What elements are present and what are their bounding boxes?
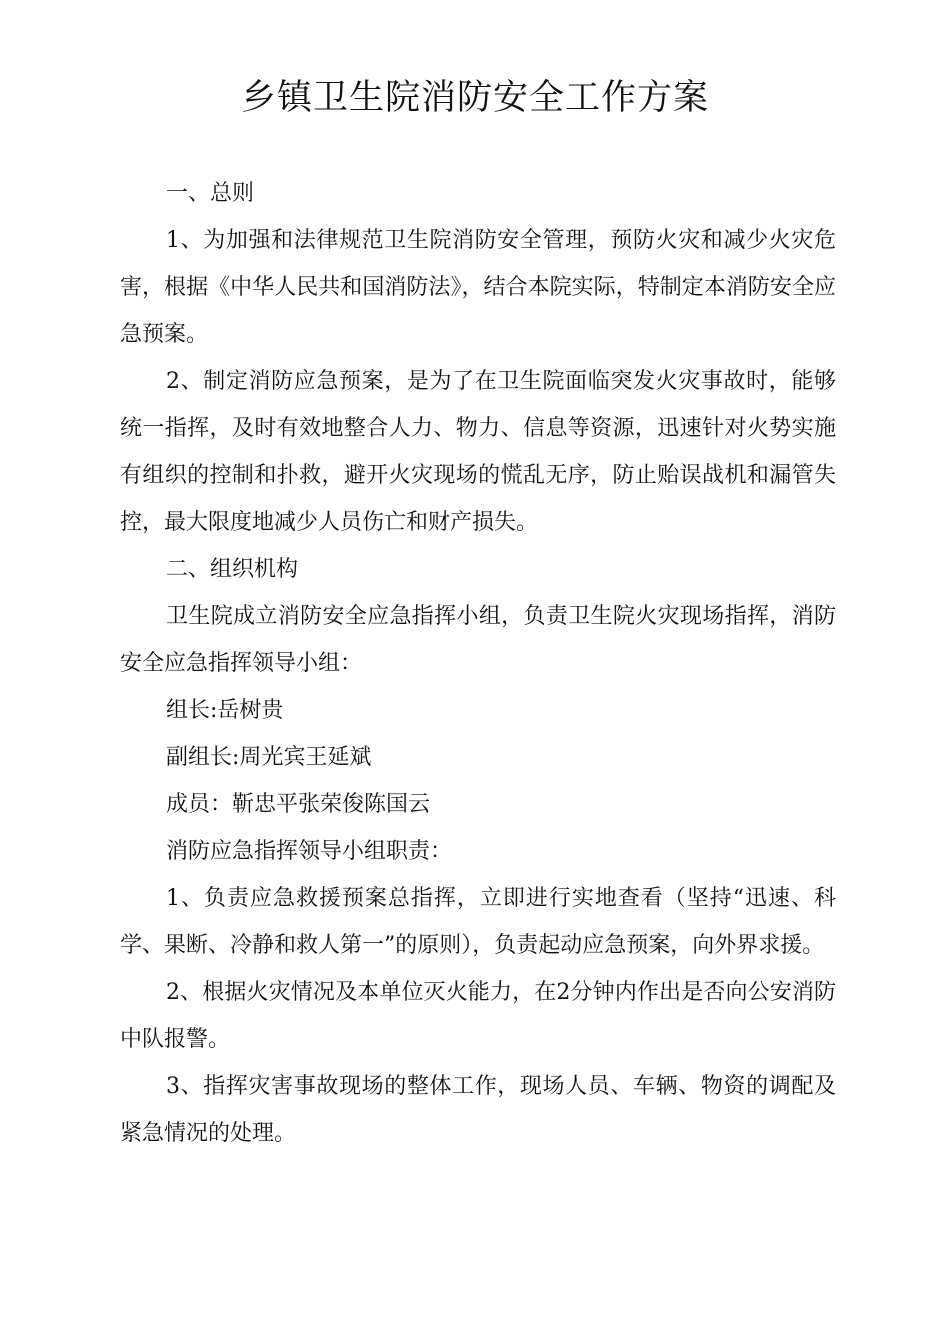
- paragraph-duties-heading: 消防应急指挥领导小组职责：: [166, 839, 453, 864]
- paragraph-members: 成员：靳忠平张荣俊陈国云: [166, 792, 431, 817]
- paragraph-command-group: 卫生院成立消防安全应急指挥小组，负责卫生院火灾现场指挥，消防安全应急指挥领导小组：: [120, 604, 836, 676]
- paragraph-duty-2: 2、根据火灾情况及本单位灭火能力，在2分钟内作出是否向公安消防中队报警。: [120, 980, 836, 1052]
- paragraph-duty-1: 1、负责应急救援预案总指挥，立即进行实地查看（坚持“迅速、科学、果断、冷静和救人第一”的原则），负责起动应急预案，向外界求援。: [120, 886, 836, 958]
- section-heading-general: 一、总则: [166, 181, 255, 206]
- paragraph-purpose: 1、为加强和法律规范卫生院消防安全管理，预防火灾和减少火灾危害，根据《中华人民共和国消防法》，结合本院实际，特制定本消防安全应急预案。: [120, 228, 836, 347]
- document-body: [120, 170, 836, 1157]
- paragraph-duty-3: 3、指挥灾害事故现场的整体工作，现场人员、车辆、物资的调配及紧急情况的处理。: [120, 1074, 836, 1146]
- section-heading-organization: 二、组织机构: [166, 557, 299, 582]
- paragraph-deputy-leaders: 副组长:周光宾王延斌: [166, 745, 372, 770]
- document-title: 乡镇卫生院消防安全工作方案: [240, 78, 709, 118]
- paragraph-group-leader: 组长:岳树贵: [166, 698, 284, 723]
- paragraph-plan-goal: 2、制定消防应急预案，是为了在卫生院面临突发火灾事故时，能够统一指挥，及时有效地整合人力、物力、信息等资源，迅速针对火势实施有组织的控制和扑救，避开火灾现场的慌乱无序，防止贻误战机和漏管失控，最大限度地减少人员伤亡和财产损失。: [120, 369, 836, 535]
